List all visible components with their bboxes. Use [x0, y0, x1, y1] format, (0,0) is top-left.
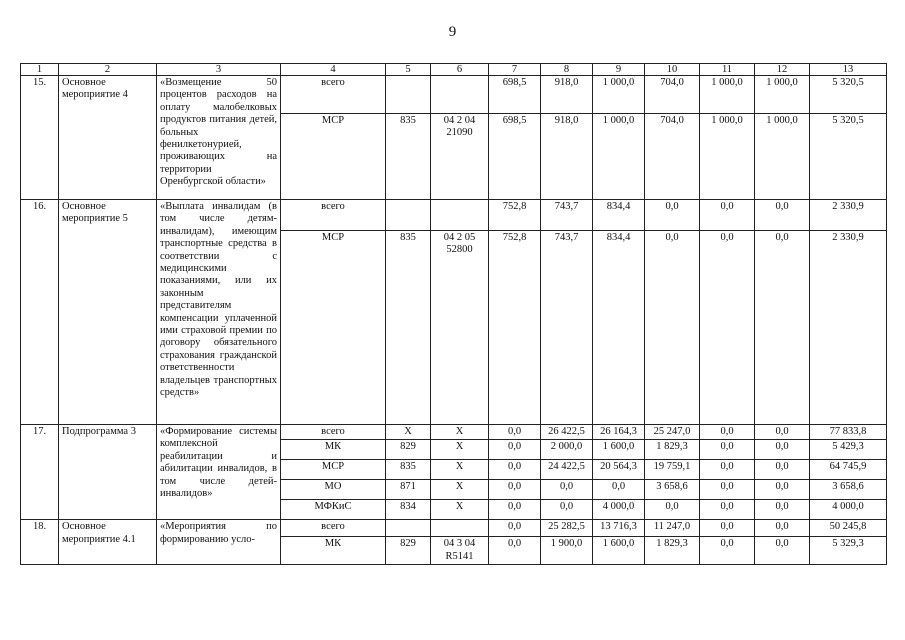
column-header-6: 6: [431, 64, 489, 76]
column-header-3: 3: [157, 64, 281, 76]
value-col-7: 752,8: [489, 231, 541, 425]
value-col-11: 0,0: [700, 231, 755, 425]
value-col-12: 1 000,0: [755, 76, 810, 114]
executor-cell: МО: [281, 480, 386, 500]
value-col-7: 698,5: [489, 76, 541, 114]
value-col-9: 13 716,3: [593, 520, 645, 537]
value-col-12: 0,0: [755, 425, 810, 440]
value-col-9: 1 000,0: [593, 76, 645, 114]
value-col-12: 0,0: [755, 440, 810, 460]
value-col-10: 0,0: [645, 231, 700, 425]
grbs-cell: [386, 200, 431, 231]
value-col-12: 0,0: [755, 231, 810, 425]
value-col-13: 5 320,5: [810, 114, 887, 200]
value-col-9: 1 600,0: [593, 537, 645, 565]
column-header-11: 11: [700, 64, 755, 76]
value-col-11: 0,0: [700, 425, 755, 440]
row-number: 17.: [21, 425, 59, 520]
value-col-8: 26 422,5: [541, 425, 593, 440]
column-header-4: 4: [281, 64, 386, 76]
value-col-12: 0,0: [755, 537, 810, 565]
row-type: Основное мероприятие 4.1: [59, 520, 157, 565]
value-col-12: 0,0: [755, 500, 810, 520]
value-col-10: 3 658,6: [645, 480, 700, 500]
value-col-13: 2 330,9: [810, 200, 887, 231]
row-description: «Мероприятия по формированию усло-: [157, 520, 281, 565]
row-type: Основное мероприятие 4: [59, 76, 157, 200]
row-type: Подпрограмма 3: [59, 425, 157, 520]
value-col-8: 918,0: [541, 76, 593, 114]
column-header-9: 9: [593, 64, 645, 76]
value-col-11: 0,0: [700, 520, 755, 537]
code-cell: Х: [431, 460, 489, 480]
code-cell: [431, 200, 489, 231]
grbs-cell: 829: [386, 440, 431, 460]
budget-table: [20, 63, 887, 565]
value-col-13: 5 429,3: [810, 440, 887, 460]
value-col-7: 0,0: [489, 425, 541, 440]
value-col-8: 1 900,0: [541, 537, 593, 565]
column-header-5: 5: [386, 64, 431, 76]
value-col-11: 0,0: [700, 537, 755, 565]
value-col-13: 4 000,0: [810, 500, 887, 520]
grbs-cell: 835: [386, 231, 431, 425]
column-header-12: 12: [755, 64, 810, 76]
grbs-cell: 871: [386, 480, 431, 500]
value-col-12: 1 000,0: [755, 114, 810, 200]
executor-cell: МСР: [281, 460, 386, 480]
value-col-8: 743,7: [541, 231, 593, 425]
value-col-10: 1 829,3: [645, 440, 700, 460]
grbs-cell: 835: [386, 114, 431, 200]
column-header-10: 10: [645, 64, 700, 76]
value-col-13: 77 833,8: [810, 425, 887, 440]
code-cell: 04 2 04 21090: [431, 114, 489, 200]
executor-cell: всего: [281, 425, 386, 440]
column-header-8: 8: [541, 64, 593, 76]
executor-cell: всего: [281, 76, 386, 114]
column-header-1: 1: [21, 64, 59, 76]
code-cell: Х: [431, 425, 489, 440]
value-col-10: 19 759,1: [645, 460, 700, 480]
grbs-cell: 834: [386, 500, 431, 520]
value-col-10: 1 829,3: [645, 537, 700, 565]
grbs-cell: [386, 520, 431, 537]
value-col-9: 26 164,3: [593, 425, 645, 440]
executor-cell: всего: [281, 200, 386, 231]
grbs-cell: 829: [386, 537, 431, 565]
code-cell: 04 3 04 R5141: [431, 537, 489, 565]
grbs-cell: [386, 76, 431, 114]
executor-cell: МК: [281, 537, 386, 565]
executor-cell: МСР: [281, 114, 386, 200]
value-col-9: 4 000,0: [593, 500, 645, 520]
value-col-7: 752,8: [489, 200, 541, 231]
row-description: «Возмещение 50 процентов расходов на оплату малобелковых продуктов питания детей, больных фенилкетонурией, проживающих на территории Оренбургской области»: [157, 76, 281, 200]
value-col-11: 0,0: [700, 460, 755, 480]
value-col-8: 0,0: [541, 480, 593, 500]
value-col-11: 0,0: [700, 480, 755, 500]
value-col-9: 20 564,3: [593, 460, 645, 480]
value-col-7: 0,0: [489, 480, 541, 500]
value-col-13: 5 320,5: [810, 76, 887, 114]
value-col-8: 0,0: [541, 500, 593, 520]
value-col-10: 25 247,0: [645, 425, 700, 440]
value-col-10: 0,0: [645, 500, 700, 520]
value-col-8: 2 000,0: [541, 440, 593, 460]
page-number: 9: [448, 24, 457, 40]
header-row: [21, 64, 887, 76]
code-cell: [431, 76, 489, 114]
value-col-10: 0,0: [645, 200, 700, 231]
executor-cell: всего: [281, 520, 386, 537]
value-col-12: 0,0: [755, 480, 810, 500]
value-col-7: 0,0: [489, 520, 541, 537]
code-cell: 04 2 05 52800: [431, 231, 489, 425]
code-cell: Х: [431, 440, 489, 460]
executor-cell: МК: [281, 440, 386, 460]
value-col-11: 1 000,0: [700, 76, 755, 114]
table-row: [21, 425, 887, 440]
value-col-13: 50 245,8: [810, 520, 887, 537]
row-number: 16.: [21, 200, 59, 425]
value-col-9: 0,0: [593, 480, 645, 500]
value-col-8: 918,0: [541, 114, 593, 200]
value-col-13: 64 745,9: [810, 460, 887, 480]
value-col-13: 2 330,9: [810, 231, 887, 425]
value-col-7: 0,0: [489, 460, 541, 480]
value-col-13: 5 329,3: [810, 537, 887, 565]
value-col-7: 0,0: [489, 440, 541, 460]
row-description: «Формирование системы комплексной реабилитации и абилитации инвалидов, в том числе детей-инвалидов»: [157, 425, 281, 520]
column-header-7: 7: [489, 64, 541, 76]
value-col-7: 698,5: [489, 114, 541, 200]
value-col-10: 704,0: [645, 76, 700, 114]
value-col-8: 25 282,5: [541, 520, 593, 537]
code-cell: Х: [431, 500, 489, 520]
value-col-8: 743,7: [541, 200, 593, 231]
value-col-13: 3 658,6: [810, 480, 887, 500]
executor-cell: МФКиС: [281, 500, 386, 520]
row-description: «Выплата инвалидам (в том числе детям-инвалидам), имеющим транспортные средства в соответствии с медицинскими показаниями, или их законным представителям компенсации уплаченной ими страховой премии по договору обязательного страхования гражданской ответственности владельцев транспортных средств»: [157, 200, 281, 425]
value-col-10: 704,0: [645, 114, 700, 200]
value-col-11: 1 000,0: [700, 114, 755, 200]
value-col-9: 1 600,0: [593, 440, 645, 460]
grbs-cell: 835: [386, 460, 431, 480]
row-type: Основное мероприятие 5: [59, 200, 157, 425]
value-col-12: 0,0: [755, 520, 810, 537]
value-col-12: 0,0: [755, 460, 810, 480]
value-col-11: 0,0: [700, 200, 755, 231]
value-col-7: 0,0: [489, 500, 541, 520]
value-col-8: 24 422,5: [541, 460, 593, 480]
column-header-13: 13: [810, 64, 887, 76]
grbs-cell: Х: [386, 425, 431, 440]
table-row: [21, 200, 887, 231]
code-cell: Х: [431, 480, 489, 500]
value-col-10: 11 247,0: [645, 520, 700, 537]
value-col-9: 834,4: [593, 231, 645, 425]
value-col-7: 0,0: [489, 537, 541, 565]
value-col-11: 0,0: [700, 500, 755, 520]
column-header-2: 2: [59, 64, 157, 76]
code-cell: [431, 520, 489, 537]
value-col-9: 1 000,0: [593, 114, 645, 200]
table-row: [21, 520, 887, 537]
value-col-9: 834,4: [593, 200, 645, 231]
row-number: 15.: [21, 76, 59, 200]
table-row: [21, 76, 887, 114]
row-number: 18.: [21, 520, 59, 565]
value-col-12: 0,0: [755, 200, 810, 231]
executor-cell: МСР: [281, 231, 386, 425]
value-col-11: 0,0: [700, 440, 755, 460]
